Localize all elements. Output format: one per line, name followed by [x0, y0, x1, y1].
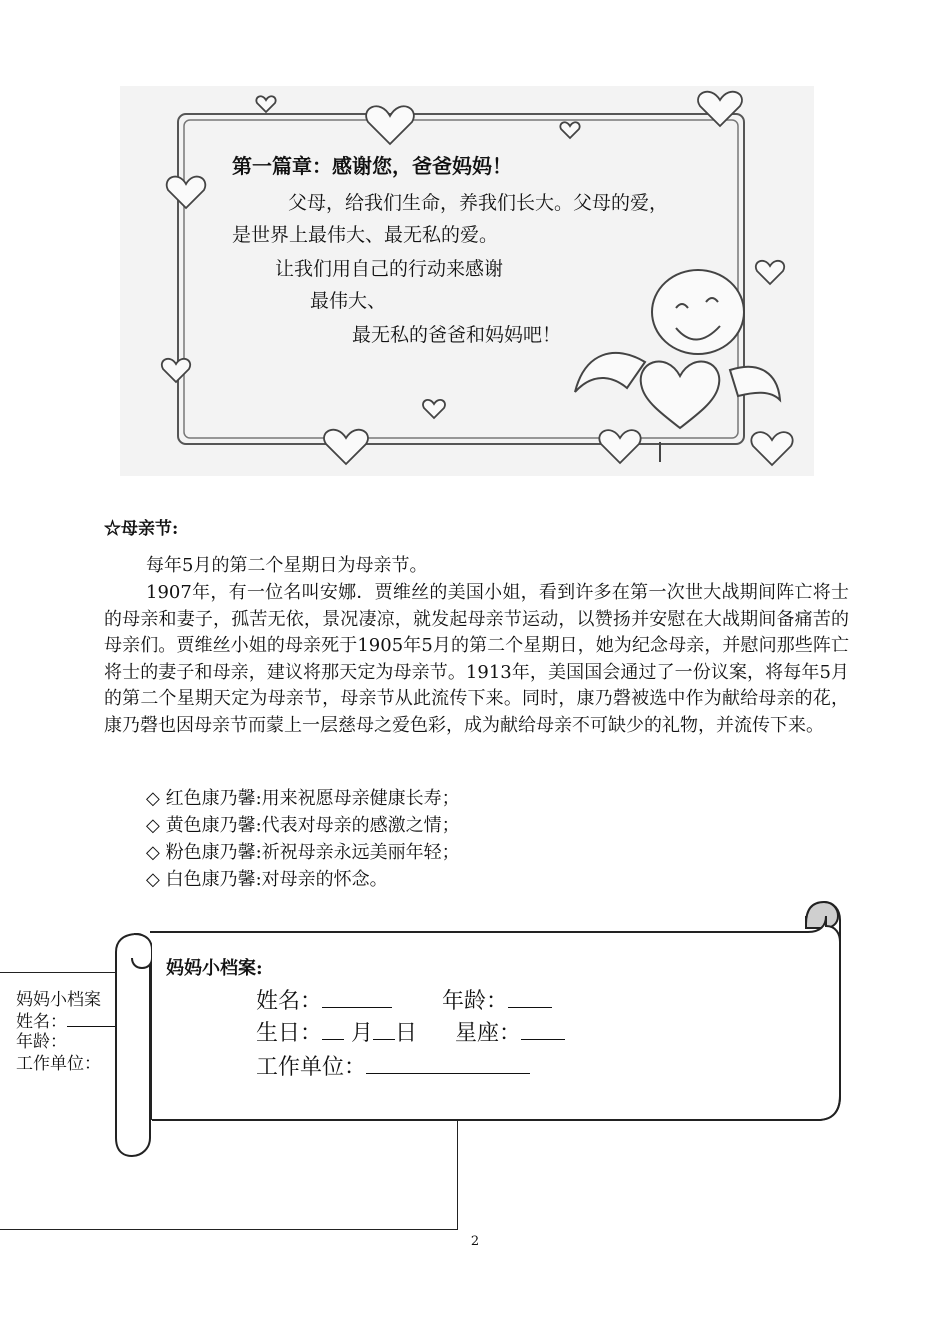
- scroll-day-label: 日: [395, 1021, 418, 1046]
- back-work-label: 工作单位：: [16, 1054, 101, 1074]
- heart-icon: [560, 122, 579, 138]
- chapter-title: 第一篇章：感谢您，爸爸妈妈！: [232, 154, 512, 178]
- heart-icon: [256, 96, 275, 112]
- scroll-age-blank[interactable]: [508, 985, 552, 1008]
- heart-frame-drawing: [120, 86, 814, 476]
- scroll-zodiac-blank[interactable]: [521, 1017, 565, 1040]
- carnation-white: ◇ 白色康乃馨:对母亲的怀念。: [146, 869, 388, 890]
- heart-icon: [366, 106, 414, 144]
- scroll-title: 妈妈小档案:: [166, 958, 263, 979]
- scroll-work-label: 工作单位：: [256, 1055, 367, 1080]
- heart-icon: [756, 261, 784, 284]
- scroll-zodiac-label: 星座：: [455, 1021, 522, 1046]
- heart-icon: [599, 430, 640, 463]
- frame-line-3: 让我们用自己的行动来感谢: [275, 258, 504, 280]
- frame-line-4: 最伟大、: [310, 290, 387, 312]
- heart-icon: [423, 400, 445, 418]
- mothers-day-history: 1907年，有一位名叫安娜．贾维丝的美国小姐，看到许多在第一次世大战期间阵亡将士的母亲和妻子，孤苦无依，景况凄凉，就发起母亲节运动，以赞扬并安慰在大战期间备痛苦的母亲们。贾维丝小姐的母亲死于1905年5月的第二个星期日，她为纪念母亲，并慰问那些阵亡将士的妻子和母亲，建议将那天定为母亲节。1913年，美国国会通过了一份议案，将每年5月的第二个星期天定为母亲节，母亲节从此流传下来。同时，康乃磬被选中作为献给母亲的花，康乃磬也因母亲节而蒙上一层慈母之爱色彩，成为献给母亲不可缺少的礼物，并流传下来。: [104, 582, 849, 736]
- chapter-picture: [120, 86, 814, 476]
- scroll-month-blank[interactable]: [322, 1017, 344, 1040]
- scroll-birthday-row: [256, 1016, 565, 1047]
- heart-icon: [324, 430, 368, 464]
- scroll-name-row: [256, 984, 552, 1015]
- scroll-name-blank[interactable]: [322, 985, 392, 1008]
- carnation-yellow: ◇ 黄色康乃馨:代表对母亲的感激之情；: [146, 815, 460, 836]
- scroll-work-row: [256, 1050, 530, 1081]
- scroll-day-blank[interactable]: [373, 1017, 395, 1040]
- carnation-red: ◇ 红色康乃馨:用来祝愿母亲健康长寿；: [146, 788, 460, 809]
- back-name-label: 姓名：: [16, 1012, 67, 1032]
- scroll-month-label: 月: [351, 1021, 374, 1046]
- mothers-day-heading: ☆母亲节:: [104, 519, 179, 539]
- frame-line-2: 是世界上最伟大、最无私的爱。: [232, 224, 499, 246]
- heart-icon: [167, 177, 206, 208]
- carnation-pink: ◇ 粉色康乃馨:祈祝母亲永远美丽年轻；: [146, 842, 460, 863]
- frame-line-1: 父母，给我们生命，养我们长大。父母的爱，: [288, 192, 669, 214]
- heart-icon: [751, 432, 792, 465]
- page-number: 2: [470, 1234, 480, 1249]
- mothers-day-intro: 每年5月的第二个星期日为母亲节。: [146, 555, 428, 576]
- scroll-birthday-label: 生日：: [256, 1021, 323, 1046]
- frame-line-5: 最无私的爸爸和妈妈吧！: [352, 324, 562, 346]
- heart-icon: [162, 359, 190, 382]
- back-age-label: 年龄：: [16, 1032, 67, 1052]
- scroll-age-label: 年龄：: [442, 989, 509, 1014]
- scroll-name-label: 姓名：: [256, 989, 323, 1014]
- back-profile-title: 妈妈小档案: [16, 990, 101, 1010]
- scroll-work-blank[interactable]: [366, 1051, 530, 1074]
